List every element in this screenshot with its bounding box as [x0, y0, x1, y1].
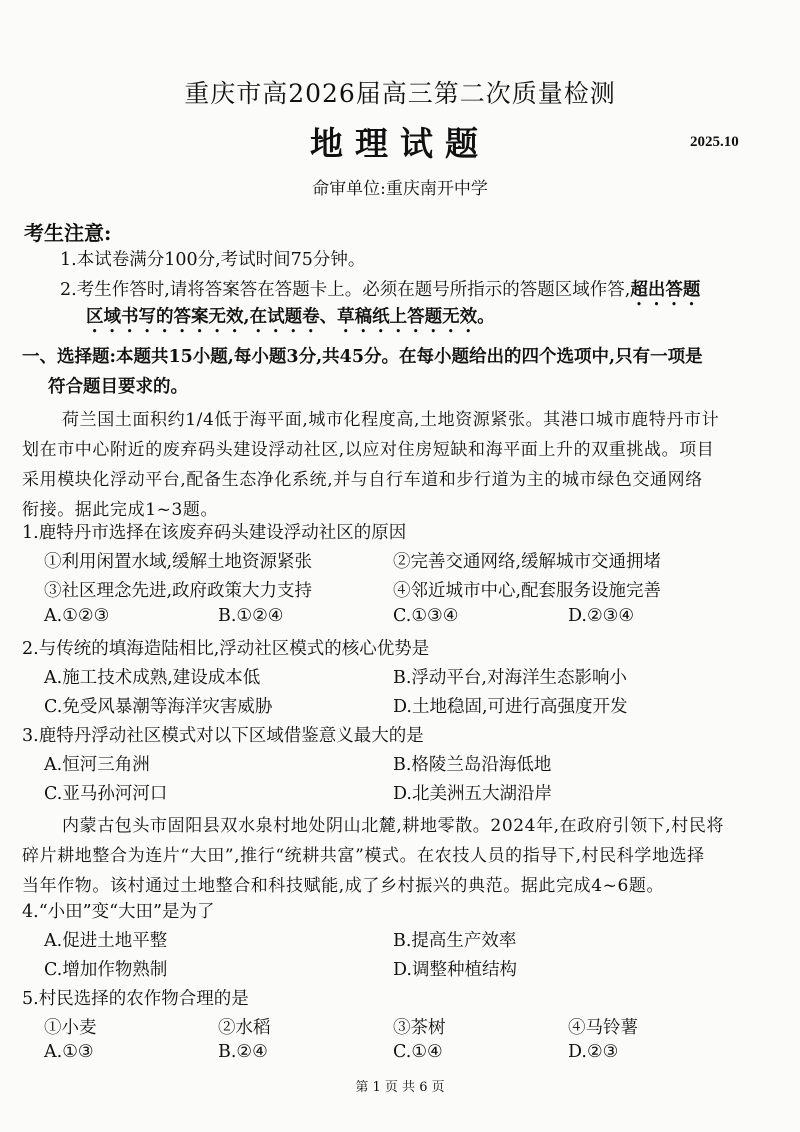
q3-option-c[interactable]: C.亚马孙河河口: [44, 784, 168, 804]
section-heading-continued: 符合题目要求的。: [48, 377, 188, 397]
q2-option-a[interactable]: A.施工技术成熟,建设成本低: [44, 668, 261, 688]
notice-heading: 考生注意:: [24, 221, 112, 245]
issuer-line: 命审单位:重庆南开中学: [312, 179, 488, 199]
passage-2-line: 内蒙古包头市固阳县双水泉村地处阴山北麓,耕地零散。2024年,在政府引领下,村民将: [62, 816, 725, 836]
q2-option-d[interactable]: D.土地稳固,可进行高强度开发: [393, 697, 628, 717]
q2-option-c[interactable]: C.免受风暴潮等海洋灾害威胁: [44, 697, 273, 717]
q3-option-b[interactable]: B.格陵兰岛沿海低地: [393, 755, 552, 775]
q1-statement-3: ③社区理念先进,政府政策大力支持: [44, 581, 313, 601]
passage-1-line: 划在市中心附近的废弃码头建设浮动社区,以应对住房短缺和海平面上升的双重挑战。项目: [22, 440, 715, 460]
q4-option-d[interactable]: D.调整种植结构: [393, 960, 517, 980]
exam-date: 2025.10: [690, 134, 739, 150]
q1-option-c[interactable]: C.①③④: [393, 606, 459, 626]
q5-option-b[interactable]: B.②④: [218, 1042, 268, 1062]
notice-item-2-text: 2.考生作答时,请将答案答在答题卡上。必须在题号所指示的答题区域作答,: [60, 280, 631, 300]
q1-option-a[interactable]: A.①②③: [44, 606, 110, 626]
q1-statement-2: ②完善交通网络,缓解城市交通拥堵: [393, 552, 662, 572]
passage-1-line: 采用模块化浮动平台,配备生态净化系统,并与自行车道和步行道为主的城市绿色交通网络: [22, 470, 703, 490]
subject-title: 地理试题: [310, 124, 490, 163]
q1-option-b[interactable]: B.①②④: [218, 606, 284, 626]
notice-item-2-emphasis: 超出答题: [630, 280, 701, 300]
q4-option-c[interactable]: C.增加作物熟制: [44, 960, 168, 980]
q1-option-d[interactable]: D.②③④: [568, 606, 635, 626]
question-3-stem: 3.鹿特丹浮动社区模式对以下区域借鉴意义最大的是: [22, 726, 424, 746]
passage-2-line: 碎片耕地整合为连片“大田”,推行“统耕共富”模式。在农技人员的指导下,村民科学地选择: [22, 846, 705, 866]
question-2-stem: 2.与传统的填海造陆相比,浮动社区模式的核心优势是: [22, 639, 430, 659]
q3-option-a[interactable]: A.恒河三角洲: [44, 755, 150, 775]
q5-option-c[interactable]: C.①④: [393, 1042, 443, 1062]
section-heading: 一、选择题:本题共15小题,每小题3分,共45分。在每小题给出的四个选项中,只有一项是: [22, 347, 703, 367]
q4-option-b[interactable]: B.提高生产效率: [393, 931, 517, 951]
q5-statement-3: ③茶树: [393, 1018, 446, 1038]
notice-item-2-continued: 区域书写的答案无效,在试题卷、草稿纸上答题无效。: [86, 307, 495, 327]
page-footer: 第 1 页 共 6 页: [355, 1080, 445, 1095]
q1-statement-4: ④邻近城市中心,配套服务设施完善: [393, 581, 662, 601]
q5-statement-1: ①小麦: [44, 1018, 97, 1038]
question-4-stem: 4.“小田”变“大田”是为了: [22, 902, 215, 922]
q4-option-a[interactable]: A.促进土地平整: [44, 931, 168, 951]
q5-option-d[interactable]: D.②③: [568, 1042, 619, 1062]
passage-1-line: 荷兰国土面积约1/4低于海平面,城市化程度高,土地资源紧张。其港口城市鹿特丹市计: [62, 410, 720, 430]
q1-statement-1: ①利用闲置水域,缓解土地资源紧张: [44, 552, 313, 572]
q5-option-a[interactable]: A.①③: [44, 1042, 94, 1062]
q3-option-d[interactable]: D.北美洲五大湖沿岸: [393, 784, 552, 804]
q5-statement-2: ②水稻: [218, 1018, 271, 1038]
passage-2-line: 当年作物。该村通过土地整合和科技赋能,成了乡村振兴的典范。据此完成4~6题。: [22, 876, 665, 896]
q2-option-b[interactable]: B.浮动平台,对海洋生态影响小: [393, 668, 627, 688]
question-1-stem: 1.鹿特丹市选择在该废弃码头建设浮动社区的原因: [22, 523, 407, 543]
passage-1-line: 衔接。据此完成1~3题。: [22, 500, 219, 520]
notice-item-1: 1.本试卷满分100分,考试时间75分钟。: [60, 250, 366, 270]
q5-statement-4: ④马铃薯: [568, 1018, 638, 1038]
question-5-stem: 5.村民选择的农作物合理的是: [22, 989, 249, 1009]
exam-title: 重庆市高2026届高三第二次质量检测: [184, 79, 616, 108]
